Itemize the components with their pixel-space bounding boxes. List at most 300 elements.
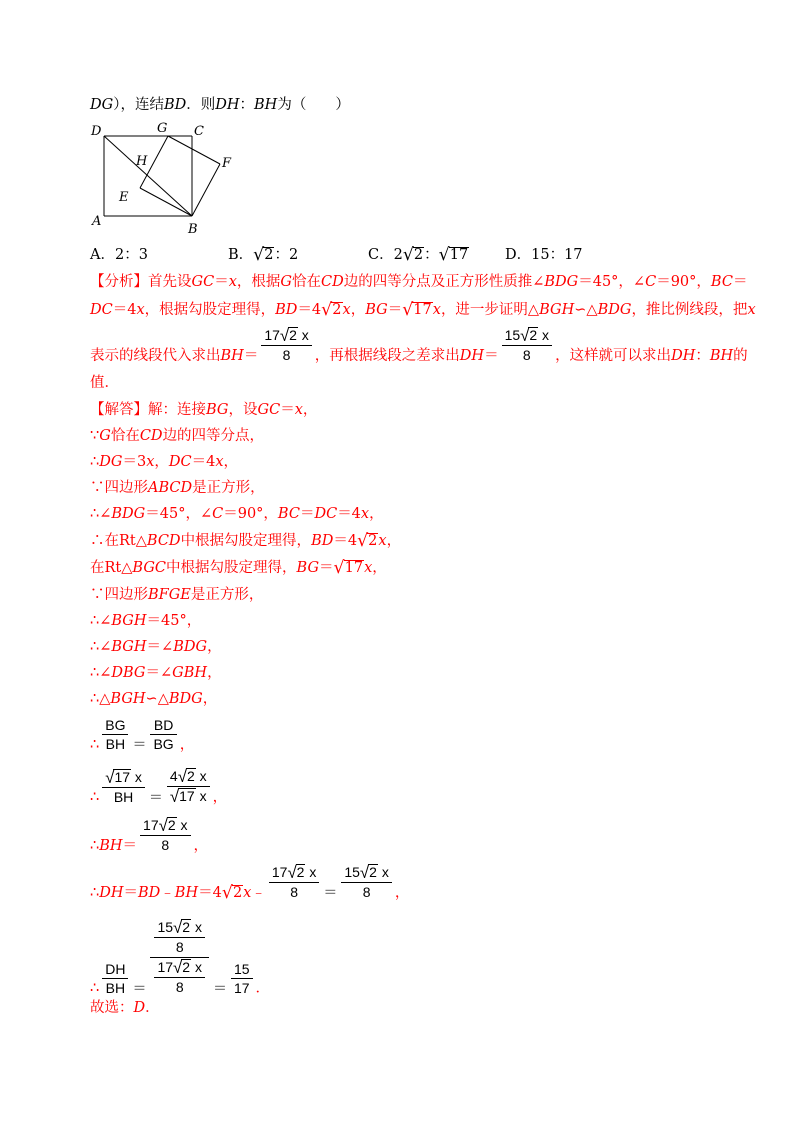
fraction-numerator bbox=[154, 918, 204, 938]
radicand: 2 bbox=[369, 864, 377, 880]
fraction-denominator bbox=[102, 788, 145, 806]
text-run: ＝ bbox=[319, 560, 334, 576]
radicand: 2 bbox=[296, 864, 305, 880]
math-variable: BD bbox=[138, 884, 161, 901]
fraction-denominator bbox=[269, 883, 319, 901]
math-sqrt bbox=[520, 326, 538, 345]
segment-fb bbox=[192, 164, 220, 216]
math-sqrt bbox=[439, 245, 470, 265]
text-run: 8 bbox=[522, 346, 531, 363]
math-fraction bbox=[231, 960, 253, 997]
point-label-g: G bbox=[157, 121, 168, 136]
geometry-figure bbox=[88, 118, 248, 238]
analysis-line-4 bbox=[90, 373, 119, 393]
text-run: DH bbox=[105, 960, 126, 977]
text-run: ， bbox=[302, 402, 318, 418]
radicand: 17 bbox=[344, 560, 364, 576]
radical-sign: √ bbox=[321, 300, 333, 320]
text-run: ∴ bbox=[90, 789, 100, 806]
text-run: BG bbox=[105, 717, 126, 733]
math-variable: BH bbox=[254, 97, 278, 113]
solution-line-5 bbox=[90, 504, 384, 524]
text-run: ： bbox=[695, 347, 710, 364]
radical-sign: √ bbox=[158, 816, 168, 835]
solution-line-7 bbox=[90, 558, 387, 578]
math-fraction bbox=[150, 918, 208, 997]
fraction-numerator bbox=[102, 960, 128, 979]
math-variable: BD bbox=[163, 97, 187, 113]
radical-sign: √ bbox=[438, 245, 450, 265]
text-run: D．15：17 bbox=[505, 247, 583, 263]
radical-sign: √ bbox=[402, 300, 414, 320]
math-variable: BGH bbox=[539, 302, 575, 318]
text-run: ． bbox=[145, 1000, 160, 1016]
fraction-numerator bbox=[102, 716, 128, 735]
text-run: 边的四等分点， bbox=[162, 428, 265, 444]
math-variable: x bbox=[360, 506, 370, 522]
text-run: ∴ bbox=[90, 737, 100, 753]
fraction-numerator bbox=[140, 816, 190, 836]
math-variable: BDG bbox=[173, 639, 208, 655]
math-variable: BH bbox=[220, 347, 244, 364]
math-sqrt bbox=[159, 816, 177, 835]
text-run: x bbox=[195, 787, 207, 804]
math-sqrt bbox=[402, 300, 433, 320]
fraction-denominator bbox=[150, 958, 208, 997]
text-run: ＝∠ bbox=[145, 665, 173, 681]
radical-sign: √ bbox=[279, 326, 290, 345]
text-run: x bbox=[191, 919, 202, 935]
text-run: 15 bbox=[504, 327, 521, 343]
math-variable: BD bbox=[311, 533, 334, 549]
radicand: 2 bbox=[289, 327, 297, 343]
math-variable: G bbox=[280, 274, 292, 290]
radical-sign: √ bbox=[221, 882, 233, 903]
text-run: ，再根据线段之差求出 bbox=[314, 347, 460, 364]
option-c bbox=[368, 245, 469, 265]
analysis-line-1 bbox=[90, 272, 747, 292]
text-run: ＝ bbox=[214, 274, 229, 290]
text-run: ＝ bbox=[243, 347, 259, 364]
solution-line-10 bbox=[90, 637, 222, 657]
radicand: 17 bbox=[413, 302, 432, 318]
radical-sign: √ bbox=[359, 863, 370, 882]
text-run: ，设 bbox=[228, 402, 258, 418]
math-variable: BDG bbox=[544, 274, 579, 290]
math-fraction bbox=[102, 768, 145, 806]
text-run: ＝ bbox=[123, 884, 139, 901]
point-label-e: E bbox=[119, 190, 129, 205]
text-run: x bbox=[305, 864, 317, 880]
text-run: 8 bbox=[161, 836, 170, 853]
text-run: 17 bbox=[233, 979, 250, 996]
text-run: ∵四边形 bbox=[90, 587, 148, 603]
math-variable: BG bbox=[206, 402, 229, 418]
text-run: ，根据 bbox=[236, 274, 281, 290]
solution-line-16 bbox=[90, 863, 409, 903]
text-run: ∵四边形 bbox=[90, 480, 148, 496]
solution-line-9 bbox=[90, 611, 201, 631]
text-run: ＝4 bbox=[198, 884, 222, 901]
text-run: BH bbox=[113, 788, 134, 805]
math-fraction bbox=[261, 326, 311, 364]
fraction-denominator bbox=[102, 735, 128, 753]
math-variable: C bbox=[212, 506, 224, 522]
math-variable: BDG bbox=[111, 506, 146, 522]
math-operator: ＝ bbox=[323, 883, 338, 900]
text-run: ＝ bbox=[484, 347, 499, 364]
radicand: 2 bbox=[182, 958, 191, 975]
text-run: 中根据勾股定理得， bbox=[180, 533, 312, 549]
text-run: ∴ bbox=[90, 454, 100, 470]
math-sqrt bbox=[280, 326, 298, 345]
text-run: 是正方形， bbox=[190, 587, 264, 603]
math-variable: x bbox=[342, 302, 351, 318]
point-label-c: C bbox=[194, 124, 204, 139]
segment-gf bbox=[168, 136, 220, 164]
text-run: 15 bbox=[344, 864, 360, 880]
math-fraction bbox=[102, 716, 128, 753]
text-run: ＝4 bbox=[333, 533, 358, 549]
math-variable: x bbox=[432, 302, 441, 318]
math-variable: DG bbox=[99, 454, 123, 470]
text-run: ∴ bbox=[90, 884, 100, 901]
radicand: 2 bbox=[264, 247, 274, 263]
math-variable: DC bbox=[314, 506, 338, 522]
math-sqrt bbox=[173, 958, 191, 977]
fraction-denominator bbox=[167, 787, 210, 806]
math-variable: BH bbox=[99, 837, 123, 854]
solution-line-6 bbox=[90, 531, 401, 551]
point-label-a: A bbox=[92, 214, 102, 229]
text-run: ﹣ bbox=[251, 884, 266, 901]
text-run: 为（ ） bbox=[277, 97, 350, 113]
math-variable: x bbox=[747, 302, 756, 318]
text-run: x bbox=[195, 768, 207, 784]
fraction-numerator bbox=[154, 958, 204, 978]
solution-line-18 bbox=[90, 998, 160, 1018]
math-fraction bbox=[102, 960, 128, 997]
math-variable: GBH bbox=[172, 665, 208, 681]
text-run: 17 bbox=[143, 817, 159, 833]
math-fraction bbox=[502, 326, 552, 364]
text-run: ， bbox=[394, 884, 410, 901]
fraction-denominator bbox=[261, 346, 311, 364]
math-sqrt bbox=[222, 883, 243, 903]
text-run: C．2 bbox=[368, 247, 403, 263]
math-variable: ABCD bbox=[148, 480, 193, 496]
radicand: 17 bbox=[449, 247, 469, 263]
math-fraction bbox=[341, 863, 391, 901]
text-run: ＝ bbox=[280, 402, 295, 418]
text-run: ∴在Rt△ bbox=[90, 533, 147, 549]
text-run: ＝45°，∠ bbox=[578, 274, 646, 290]
math-sqrt bbox=[170, 787, 196, 806]
math-fraction bbox=[150, 716, 176, 753]
math-variable: x bbox=[378, 533, 387, 549]
text-run: ， bbox=[212, 789, 228, 806]
fraction-denominator bbox=[140, 836, 190, 854]
math-variable: x bbox=[294, 402, 303, 418]
radical-sign: √ bbox=[253, 245, 265, 265]
radical-sign: √ bbox=[402, 245, 414, 265]
math-variable: BDG bbox=[168, 691, 203, 707]
text-run: ＝45°，∠ bbox=[145, 506, 213, 522]
text-run: ， bbox=[207, 665, 222, 681]
solution-line-8 bbox=[90, 585, 263, 605]
text-run: 中根据勾股定理得， bbox=[166, 560, 297, 576]
text-run: 【解答】解：连接 bbox=[90, 402, 206, 418]
text-run: ，这样就可以求出 bbox=[555, 347, 672, 364]
text-run: 8 bbox=[175, 978, 184, 995]
fraction-numerator bbox=[167, 767, 210, 787]
text-run: ∵ bbox=[90, 428, 100, 444]
math-variable: G bbox=[99, 428, 111, 444]
radical-sign: √ bbox=[177, 767, 187, 786]
math-sqrt bbox=[253, 245, 274, 265]
solution-line-14 bbox=[90, 767, 227, 808]
option-b bbox=[228, 245, 298, 265]
math-variable: BC bbox=[710, 274, 733, 290]
radical-sign: √ bbox=[173, 918, 183, 937]
math-sqrt bbox=[287, 863, 305, 882]
fraction-numerator bbox=[502, 326, 552, 346]
fraction-denominator bbox=[154, 938, 204, 956]
analysis-line-2 bbox=[90, 300, 756, 320]
fraction-numerator bbox=[102, 768, 145, 788]
text-run: ： bbox=[424, 247, 439, 263]
math-variable: x bbox=[243, 884, 252, 901]
text-run: ， bbox=[154, 454, 169, 470]
math-variable: DH bbox=[671, 347, 696, 364]
point-label-b: B bbox=[188, 222, 198, 237]
text-run: BH bbox=[105, 736, 126, 752]
math-fraction bbox=[167, 767, 210, 806]
text-run: x bbox=[131, 768, 142, 785]
math-variable: GC bbox=[191, 274, 215, 290]
radicand: 2 bbox=[368, 533, 378, 549]
math-variable: DC bbox=[90, 302, 113, 318]
math-operator: ＝ bbox=[132, 736, 147, 752]
math-variable: BGH bbox=[111, 639, 147, 655]
text-run: 15 bbox=[233, 960, 250, 977]
text-run: ），连结 bbox=[113, 97, 164, 113]
math-sqrt bbox=[357, 531, 378, 551]
math-sqrt bbox=[178, 767, 196, 786]
math-sqrt bbox=[173, 918, 191, 937]
math-variable: BG bbox=[365, 302, 388, 318]
math-variable: BFGE bbox=[148, 587, 191, 603]
math-variable: BD bbox=[275, 302, 298, 318]
math-variable: x bbox=[215, 454, 224, 470]
math-variable: BG bbox=[296, 560, 320, 576]
math-variable: BGC bbox=[132, 560, 167, 576]
solution-line-15 bbox=[90, 816, 208, 856]
text-run: ＝ bbox=[122, 837, 138, 854]
solution-line-13 bbox=[90, 716, 194, 755]
point-label-d: D bbox=[91, 124, 102, 139]
radical-sign: √ bbox=[287, 863, 297, 882]
text-run: 边的四等分点及正方形性质推∠ bbox=[343, 274, 545, 290]
radical-sign: √ bbox=[520, 326, 530, 345]
text-run: 17 bbox=[271, 864, 288, 880]
text-run: ． bbox=[255, 980, 271, 997]
math-variable: BC bbox=[277, 506, 300, 522]
math-variable: x bbox=[146, 454, 155, 470]
math-operator: ＝ bbox=[148, 788, 163, 805]
text-run: A．2：3 bbox=[90, 247, 148, 263]
text-run: 在Rt△ bbox=[90, 560, 133, 576]
text-run: ，推比例线段，把 bbox=[631, 302, 748, 318]
radical-sign: √ bbox=[169, 786, 180, 806]
math-variable: x bbox=[228, 274, 237, 290]
text-run: ，进一步证明△ bbox=[440, 302, 540, 318]
math-variable: BGH bbox=[111, 613, 147, 629]
math-fraction bbox=[154, 958, 204, 996]
text-run: ＝4 bbox=[191, 454, 216, 470]
math-sqrt bbox=[105, 768, 131, 787]
text-run: ＝45°， bbox=[146, 613, 202, 629]
text-run: ＝ bbox=[732, 274, 748, 290]
fraction-denominator bbox=[102, 979, 128, 997]
text-run: BH bbox=[105, 979, 126, 996]
math-variable: DG bbox=[90, 97, 114, 113]
text-run: ， bbox=[202, 691, 218, 707]
math-variable: DC bbox=[168, 454, 192, 470]
math-fraction bbox=[140, 816, 190, 854]
text-run: ，根据勾股定理得， bbox=[144, 302, 276, 318]
text-run: BG bbox=[153, 736, 174, 752]
text-run: ∴ bbox=[90, 980, 100, 997]
text-run: 是正方形， bbox=[192, 480, 265, 496]
text-run: ∴∠ bbox=[90, 506, 112, 522]
text-run: BD bbox=[153, 717, 174, 733]
fraction-denominator bbox=[150, 735, 176, 753]
text-run: B． bbox=[228, 247, 254, 263]
math-variable: BCD bbox=[146, 533, 181, 549]
fraction-denominator bbox=[154, 978, 204, 996]
solution-line-1 bbox=[90, 400, 317, 420]
radicand: 2 bbox=[529, 327, 538, 343]
text-run: 表示的线段代入求出 bbox=[90, 347, 221, 364]
text-run: ∴∠ bbox=[90, 665, 112, 681]
text-run: 8 bbox=[282, 346, 291, 363]
text-run: ∽△ bbox=[145, 691, 169, 707]
math-variable: DH bbox=[99, 884, 124, 901]
math-variable: DBG bbox=[111, 665, 146, 681]
text-run: ∴∠ bbox=[90, 613, 112, 629]
math-variable: D bbox=[133, 1000, 146, 1016]
text-run: 17 bbox=[157, 958, 174, 975]
math-variable: x bbox=[364, 560, 373, 576]
text-run: 【分析】首先设 bbox=[90, 274, 192, 290]
radicand: 2 bbox=[182, 919, 191, 935]
text-run: ∽△ bbox=[574, 302, 598, 318]
math-variable: DH bbox=[215, 97, 240, 113]
text-run: x bbox=[191, 958, 202, 975]
solution-line-4 bbox=[90, 478, 265, 498]
text-run: ＝ bbox=[387, 302, 403, 318]
text-run: ， bbox=[223, 454, 239, 470]
radicand: 2 bbox=[232, 884, 243, 901]
solution-line-12 bbox=[90, 689, 217, 709]
text-run: ＝90°， bbox=[223, 506, 278, 522]
text-run: 的 bbox=[733, 347, 748, 364]
fraction-numerator bbox=[341, 863, 391, 883]
text-run: 8 bbox=[290, 883, 298, 900]
math-variable: GC bbox=[257, 402, 281, 418]
text-run: ， bbox=[193, 837, 209, 854]
text-run: 17 bbox=[264, 327, 280, 343]
text-run: ＝∠ bbox=[146, 639, 174, 655]
text-run: x bbox=[176, 817, 188, 833]
text-run: 8 bbox=[362, 883, 371, 900]
point-label-h: H bbox=[136, 154, 148, 169]
text-run: 4 bbox=[169, 768, 178, 784]
math-sqrt bbox=[321, 300, 342, 320]
math-variable: BGH bbox=[110, 691, 146, 707]
math-sqrt bbox=[403, 245, 424, 265]
radical-sign: √ bbox=[357, 531, 369, 551]
text-run: ＝3 bbox=[122, 454, 147, 470]
text-run: ， bbox=[207, 639, 222, 655]
math-fraction bbox=[269, 863, 319, 901]
text-run: x bbox=[538, 327, 550, 343]
option-a bbox=[90, 245, 148, 265]
text-run: ： bbox=[239, 97, 255, 113]
radicand: 2 bbox=[186, 768, 195, 784]
math-sqrt bbox=[360, 863, 378, 882]
radicand: 2 bbox=[167, 817, 176, 833]
text-run: ．则 bbox=[186, 97, 216, 113]
text-run: x bbox=[297, 327, 309, 343]
text-run: ：2 bbox=[274, 247, 299, 263]
text-run: ， bbox=[372, 560, 387, 576]
text-run: ＝4 bbox=[337, 506, 361, 522]
question-stem bbox=[90, 95, 350, 115]
math-sqrt bbox=[334, 558, 365, 578]
math-variable: DH bbox=[459, 347, 485, 364]
text-run: 恰在 bbox=[291, 274, 321, 290]
option-d bbox=[505, 245, 583, 265]
text-run: ＝90°， bbox=[656, 274, 711, 290]
text-run: ， bbox=[179, 737, 195, 753]
solution-line-17 bbox=[90, 918, 270, 999]
math-operator: ＝ bbox=[132, 979, 147, 996]
text-run: ， bbox=[350, 302, 366, 318]
solution-line-2 bbox=[90, 426, 264, 446]
text-run: ＝4 bbox=[297, 302, 322, 318]
text-run: 值． bbox=[90, 375, 119, 391]
radical-sign: √ bbox=[105, 767, 115, 787]
math-variable: BH bbox=[174, 884, 199, 901]
fraction-numerator bbox=[231, 960, 253, 979]
math-variable: C bbox=[645, 274, 657, 290]
math-operator: ＝ bbox=[212, 979, 227, 996]
text-run: ﹣ bbox=[160, 884, 175, 901]
math-variable: BDG bbox=[597, 302, 632, 318]
text-run: 故选： bbox=[90, 1000, 134, 1016]
text-run: x bbox=[377, 864, 389, 880]
radicand: 17 bbox=[114, 768, 131, 785]
solution-line-3 bbox=[90, 452, 238, 472]
text-run: ＝4 bbox=[112, 302, 137, 318]
text-run: 恰在 bbox=[110, 428, 140, 444]
fraction-denominator bbox=[502, 346, 552, 364]
math-fraction bbox=[154, 918, 204, 956]
text-run: 15 bbox=[157, 919, 174, 935]
segment-db bbox=[104, 136, 192, 216]
